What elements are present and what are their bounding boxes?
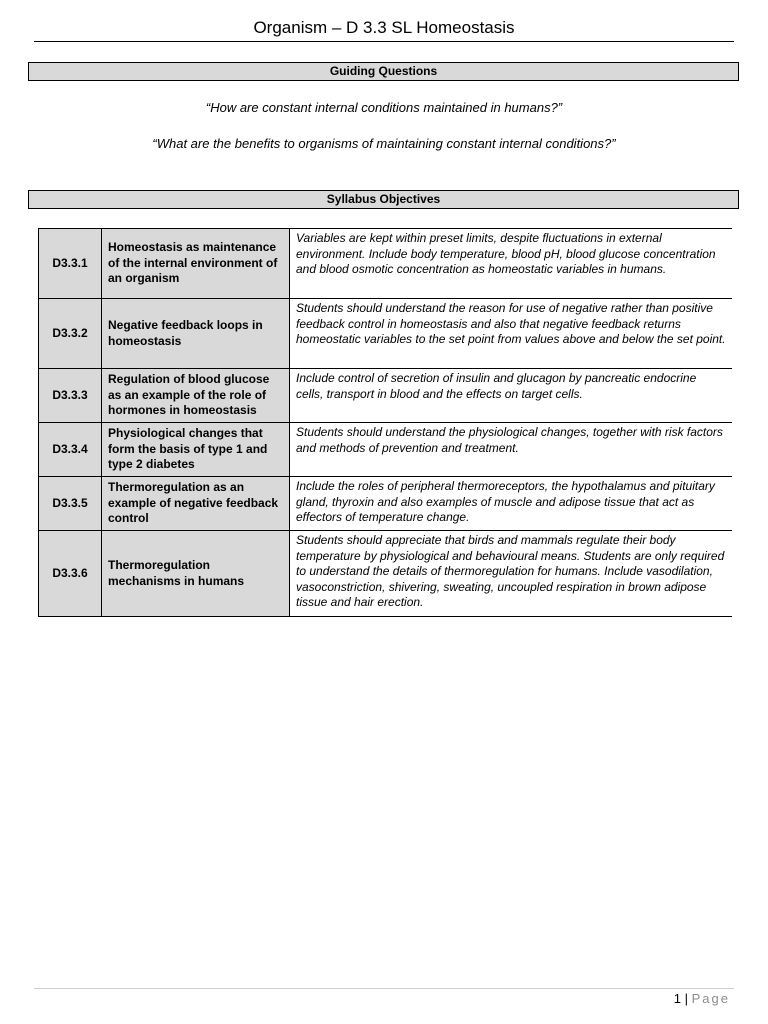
objective-code: D3.3.5	[39, 477, 102, 531]
guiding-question: “What are the benefits to organisms of maintaining constant internal conditions?”	[152, 136, 616, 151]
table-row	[39, 423, 733, 477]
syllabus-objectives-table	[38, 228, 732, 617]
objective-topic: Homeostasis as maintenance of the internal environment of an organism	[102, 229, 290, 299]
title-divider	[34, 41, 734, 42]
objective-description: Students should understand the reason for use of negative rather than positive feedback control in homeostasis and also that negative feedback returns homeostatic variables to the set point from values above and below the set point.	[290, 299, 733, 369]
table-row	[39, 229, 733, 299]
objective-description: Variables are kept within preset limits, despite fluctuations in external environment. Include body temperature, blood pH, blood glucose concentration and blood osmotic concentration as homeostatic variables in humans.	[290, 229, 733, 299]
guiding-question: “How are constant internal conditions maintained in humans?”	[205, 100, 563, 115]
objective-description: Include control of secretion of insulin and glucagon by pancreatic endocrine cells, transport in blood and the effects on target cells.	[290, 369, 733, 423]
objective-topic: Thermoregulation as an example of negative feedback control	[102, 477, 290, 531]
objective-code: D3.3.4	[39, 423, 102, 477]
objective-topic: Physiological changes that form the basis of type 1 and type 2 diabetes	[102, 423, 290, 477]
objective-code: D3.3.1	[39, 229, 102, 299]
objective-topic: Regulation of blood glucose as an example of the role of hormones in homeostasis	[102, 369, 290, 423]
objective-description: Include the roles of peripheral thermoreceptors, the hypothalamus and pituitary gland, thyroxin and also examples of muscle and adipose tissue that act as effectors of temperature change.	[290, 477, 733, 531]
page-separator: |	[684, 991, 688, 1006]
objective-code: D3.3.6	[39, 531, 102, 617]
objective-topic: Thermoregulation mechanisms in humans	[102, 531, 290, 617]
table-row	[39, 531, 733, 617]
objective-code: D3.3.2	[39, 299, 102, 369]
guiding-questions-heading: Guiding Questions	[28, 62, 739, 81]
syllabus-objectives-heading: Syllabus Objectives	[28, 190, 739, 209]
footer-divider	[34, 988, 734, 989]
objective-description: Students should understand the physiological changes, together with risk factors and methods of prevention and treatment.	[290, 423, 733, 477]
objective-topic: Negative feedback loops in homeostasis	[102, 299, 290, 369]
page-label: Page	[691, 991, 730, 1006]
objective-description: Students should appreciate that birds and mammals regulate their body temperature by physiological and behavioural means. Students are only required to understand the details of thermoregulation for humans. Include vasodilation, vasoconstriction, shivering, sweating, uncoupled respiration in brown adipose tissue and hair erection.	[290, 531, 733, 617]
page-number: 1	[673, 991, 681, 1006]
objective-code: D3.3.3	[39, 369, 102, 423]
table-row	[39, 369, 733, 423]
page-title: Organism – D 3.3 SL Homeostasis	[253, 18, 515, 37]
table-row	[39, 477, 733, 531]
table-row	[39, 299, 733, 369]
page-footer	[674, 991, 730, 1006]
